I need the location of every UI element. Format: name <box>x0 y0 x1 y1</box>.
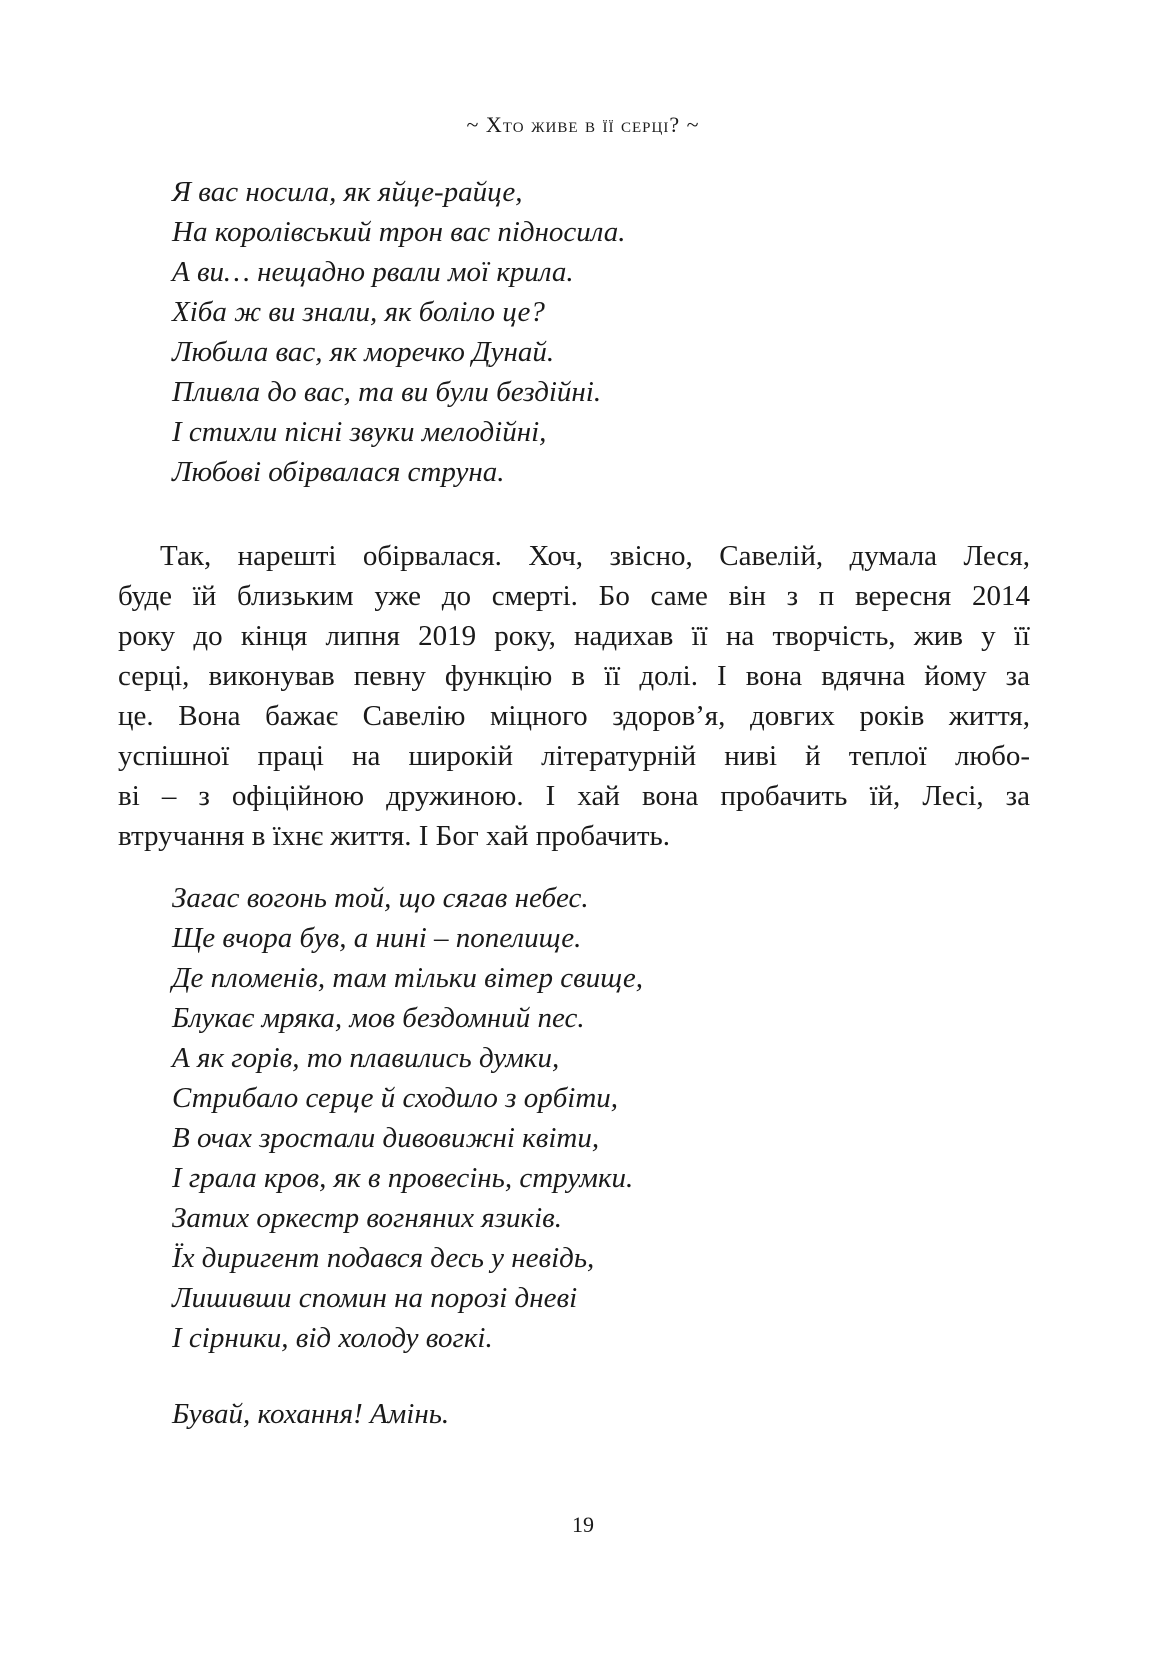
poem-line: І стихли пісні звуки мелодійні, <box>172 416 547 448</box>
running-head: ~ Хто живе в її серці? ~ <box>466 112 700 137</box>
prose-line: року до кінця липня 2019 року, надихав її на творчість, жив у її <box>118 620 1030 652</box>
page-number: 19 <box>572 1512 594 1537</box>
closing-line-block <box>172 1394 449 1434</box>
prose-line: успішної праці на широкій літературній ниві й теплої любо- <box>118 740 1030 772</box>
poem-line: А ви… нещадно рвали мої крила. <box>172 256 574 288</box>
poem-line: Пливла до вас, та ви були бездійні. <box>172 376 602 408</box>
poem-line: Я вас носила, як яйце-райце, <box>172 176 523 208</box>
poem-line: Хіба ж ви знали, як боліло це? <box>172 296 545 328</box>
poem-second <box>172 878 643 1358</box>
poem-line: Стрибало серце й сходило з орбіти, <box>172 1082 619 1114</box>
poem-line: І грала кров, як в провесінь, струмки. <box>172 1162 634 1194</box>
poem-line: А як горів, то плавились думки, <box>172 1042 560 1074</box>
prose-line: це. Вона бажає Савелію міцного здоров’я, довгих років життя, <box>118 700 1030 732</box>
poem-first <box>172 172 626 492</box>
poem-line: Блукає мряка, мов бездомний пес. <box>172 1002 585 1034</box>
prose-line: втручання в їхнє життя. І Бог хай пробачить. <box>118 820 670 852</box>
poem-line: Їх диригент подався десь у невідь, <box>172 1242 595 1274</box>
poem-line: Ще вчора був, а нині – попелище. <box>172 922 582 954</box>
poem-line: Любові обірвалася струна. <box>172 456 505 488</box>
prose-line: Так, нарешті обірвалася. Хоч, звісно, Савелій, думала Леся, <box>160 540 1030 572</box>
poem-line: В очах зростали дивовижні квіти, <box>172 1122 600 1154</box>
poem-line: Лишивши спомин на порозі дневі <box>172 1282 578 1314</box>
poem-line: Де пломенів, там тільки вітер свище, <box>172 962 643 994</box>
prose-line: буде їй близьким уже до смерті. Бо саме він з п вересня 2014 <box>118 580 1030 612</box>
prose-line: серці, виконував певну функцію в її долі. І вона вдячна йому за <box>118 660 1030 692</box>
poem-line: І сірники, від холоду вогкі. <box>172 1322 493 1354</box>
prose-paragraph <box>118 536 1030 856</box>
poem-line: Затих оркестр вогняних язиків. <box>172 1202 562 1234</box>
closing-line: Бувай, кохання! Амінь. <box>172 1398 450 1430</box>
poem-line: На королівський трон вас підносила. <box>172 216 626 248</box>
poem-line: Загас вогонь той, що сягав небес. <box>172 882 589 914</box>
poem-line: Любила вас, як моречко Дунай. <box>172 336 555 368</box>
prose-line: ві – з офіційною дружиною. І хай вона пробачить їй, Лесі, за <box>118 780 1030 812</box>
